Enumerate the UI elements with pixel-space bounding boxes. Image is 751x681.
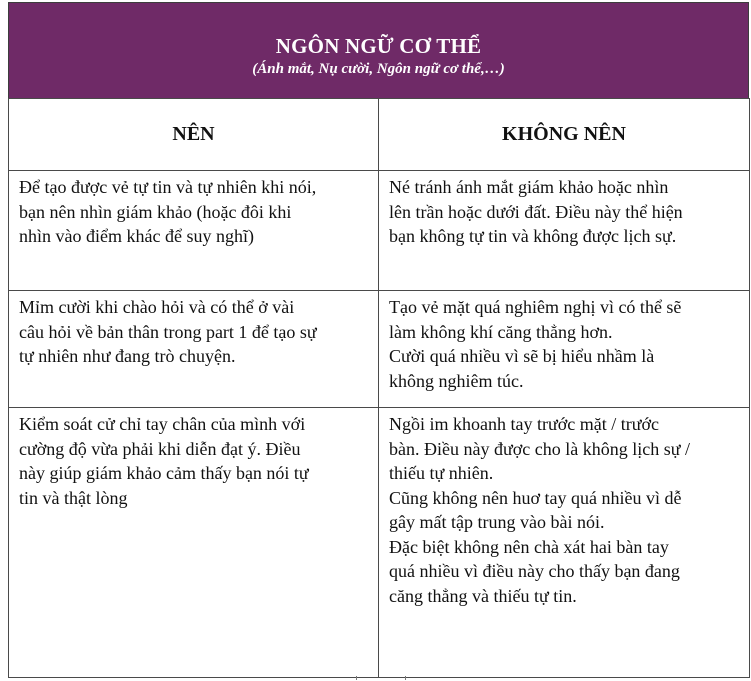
cell-text-line: câu hỏi về bản thân trong part 1 để tạo sự	[19, 321, 317, 342]
should-not-cell	[379, 291, 750, 408]
should-cell	[9, 408, 379, 678]
cell-text-line: làm không khí căng thẳng hơn.	[389, 321, 613, 342]
cell-text-line: gây mất tập trung vào bài nói.	[389, 512, 605, 532]
table-title-banner	[8, 2, 749, 98]
cell-text-line: Né tránh ánh mắt giám khảo hoặc nhìn	[389, 177, 669, 197]
body-language-table	[8, 98, 750, 678]
table-row	[9, 171, 750, 291]
column-header-should-not: KHÔNG NÊN	[379, 99, 750, 171]
body-language-table-container	[8, 2, 749, 678]
should-cell	[9, 171, 379, 291]
cell-text-line: Kiểm soát cử chỉ tay chân của mình với	[19, 414, 306, 434]
cell-text-line: Cười quá nhiều vì sẽ bị hiểu nhầm là	[389, 346, 655, 366]
table-row	[9, 291, 750, 408]
column-header-should: NÊN	[9, 99, 379, 171]
cell-text-line: Mỉm cười khi chào hỏi và có thể ở vài	[19, 297, 295, 317]
should-not-cell	[379, 408, 750, 678]
cell-text-line: tự nhiên như đang trò chuyện.	[19, 346, 236, 366]
cell-text-line: căng thẳng và thiếu tự tin.	[389, 585, 577, 606]
table-subtitle: (Ánh mắt, Nụ cười, Ngôn ngữ cơ thể,…)	[252, 61, 505, 77]
bottom-divider-mark	[356, 676, 357, 680]
bottom-divider-mark	[405, 676, 406, 680]
cell-text-line: bàn. Điều này được cho là không lịch sự /	[389, 438, 690, 459]
cell-text-line: lên trần hoặc dưới đất. Điều này thể hiện	[389, 201, 683, 222]
cell-text-line: Tạo vẻ mặt quá nghiêm nghị vì có thể sẽ	[389, 297, 682, 317]
should-not-cell	[379, 171, 750, 291]
cell-text-line: Để tạo được vẻ tự tin và tự nhiên khi nói,	[19, 177, 317, 197]
cell-text-line: Ngồi im khoanh tay trước mặt / trước	[389, 414, 659, 434]
table-row	[9, 408, 750, 678]
should-cell	[9, 291, 379, 408]
cell-text-line: Đặc biệt không nên chà xát hai bàn tay	[389, 536, 669, 557]
cell-text-line: thiếu tự nhiên.	[389, 463, 494, 483]
cell-text-line: cường độ vừa phải khi diễn đạt ý. Điều	[19, 438, 301, 459]
table-title: NGÔN NGỮ CƠ THỂ	[275, 34, 482, 58]
table-header-row	[9, 99, 750, 171]
cell-text-line: không nghiêm túc.	[389, 370, 524, 391]
cell-text-line: nhìn vào điểm khác để suy nghĩ)	[19, 226, 254, 246]
cell-text-line: này giúp giám khảo cảm thấy bạn nói tự	[19, 463, 309, 483]
cell-text-line: tin và thật lòng	[19, 487, 128, 508]
cell-text-line: bạn nên nhìn giám khảo (hoặc đôi khi	[19, 201, 292, 222]
cell-text-line: Cũng không nên huơ tay quá nhiều vì dễ	[389, 487, 682, 508]
cell-text-line: bạn không tự tin và không được lịch sự.	[389, 226, 677, 246]
cell-text-line: quá nhiều vì điều này cho thấy bạn đang	[389, 561, 680, 581]
